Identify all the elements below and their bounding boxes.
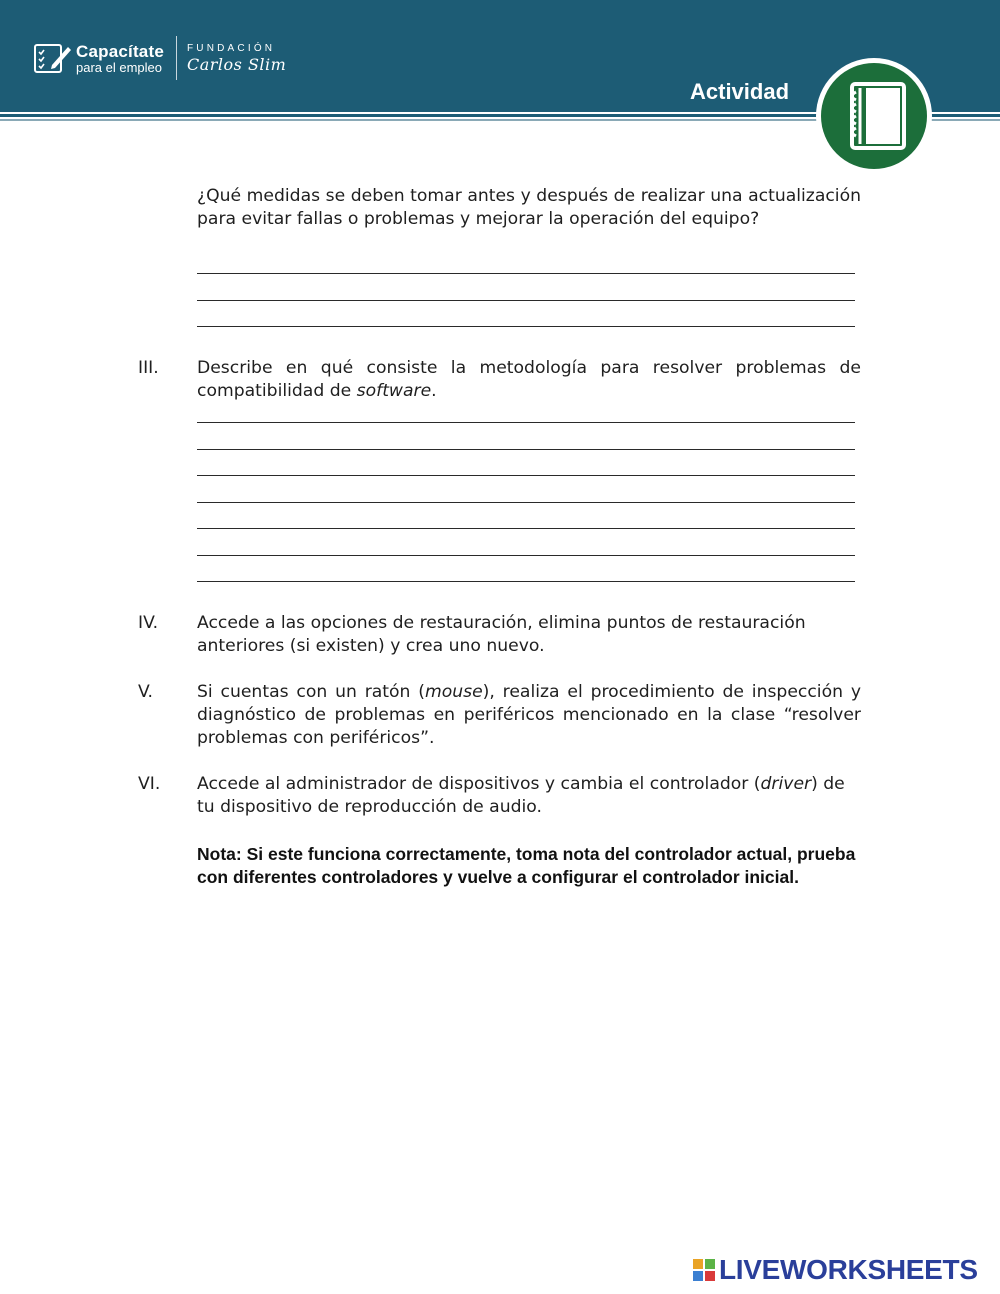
question-number: III. — [138, 358, 159, 378]
answer-line[interactable] — [197, 475, 855, 476]
foundation-name: Carlos Slim — [186, 54, 287, 74]
liveworksheets-text: LIVEWORKSHEETS — [719, 1254, 978, 1285]
liveworksheets-logo-icon — [693, 1258, 717, 1282]
question-3: Describe en qué consiste la metodología para resolver problemas de compatibilidad de software. — [197, 358, 861, 401]
note-text: Nota: Si este funciona correctamente, toma nota del controlador actual, prueba con diferentes controladores y vuelve a configurar el controlador inicial. — [197, 844, 856, 887]
capacitate-logo — [32, 38, 286, 78]
answer-line[interactable] — [197, 502, 855, 503]
activity-badge — [816, 58, 932, 174]
brand-subtitle: para el empleo — [76, 59, 162, 75]
brand-name: Capacítate — [76, 41, 164, 61]
checklist-logo-icon — [32, 41, 72, 75]
answer-line[interactable] — [197, 326, 855, 327]
notebook-icon — [816, 58, 932, 174]
liveworksheets-watermark — [693, 1255, 978, 1285]
question-5: Si cuentas con un ratón (mouse), realiza el procedimiento de inspección y diagnóstico de problemas en periféricos mencionado en la clase “resolver problemas con periféricos”. — [197, 682, 861, 748]
answer-line[interactable] — [197, 300, 855, 301]
answer-line[interactable] — [197, 555, 855, 556]
logo-separator — [176, 36, 177, 80]
answer-line[interactable] — [197, 528, 855, 529]
answer-line[interactable] — [197, 273, 855, 274]
question-number: V. — [138, 682, 154, 702]
activity-title: Actividad — [690, 79, 790, 104]
question-6: Accede al administrador de dispositivos y cambia el controlador (driver) de tu dispositivo de reproducción de audio. — [197, 774, 845, 817]
question-number: VI. — [138, 774, 161, 794]
question-4: Accede a las opciones de restauración, elimina puntos de restauración anteriores (si existen) y crea uno nuevo. — [197, 613, 806, 656]
answer-line[interactable] — [197, 449, 855, 450]
answer-line[interactable] — [197, 581, 855, 582]
question-intro: ¿Qué medidas se deben tomar antes y después de realizar una actualización para evitar fallas o problemas y mejorar la operación del equipo? — [197, 186, 861, 229]
question-number: IV. — [138, 613, 159, 633]
foundation-label: FUNDACIÓN — [186, 42, 276, 54]
answer-line[interactable] — [197, 422, 855, 423]
